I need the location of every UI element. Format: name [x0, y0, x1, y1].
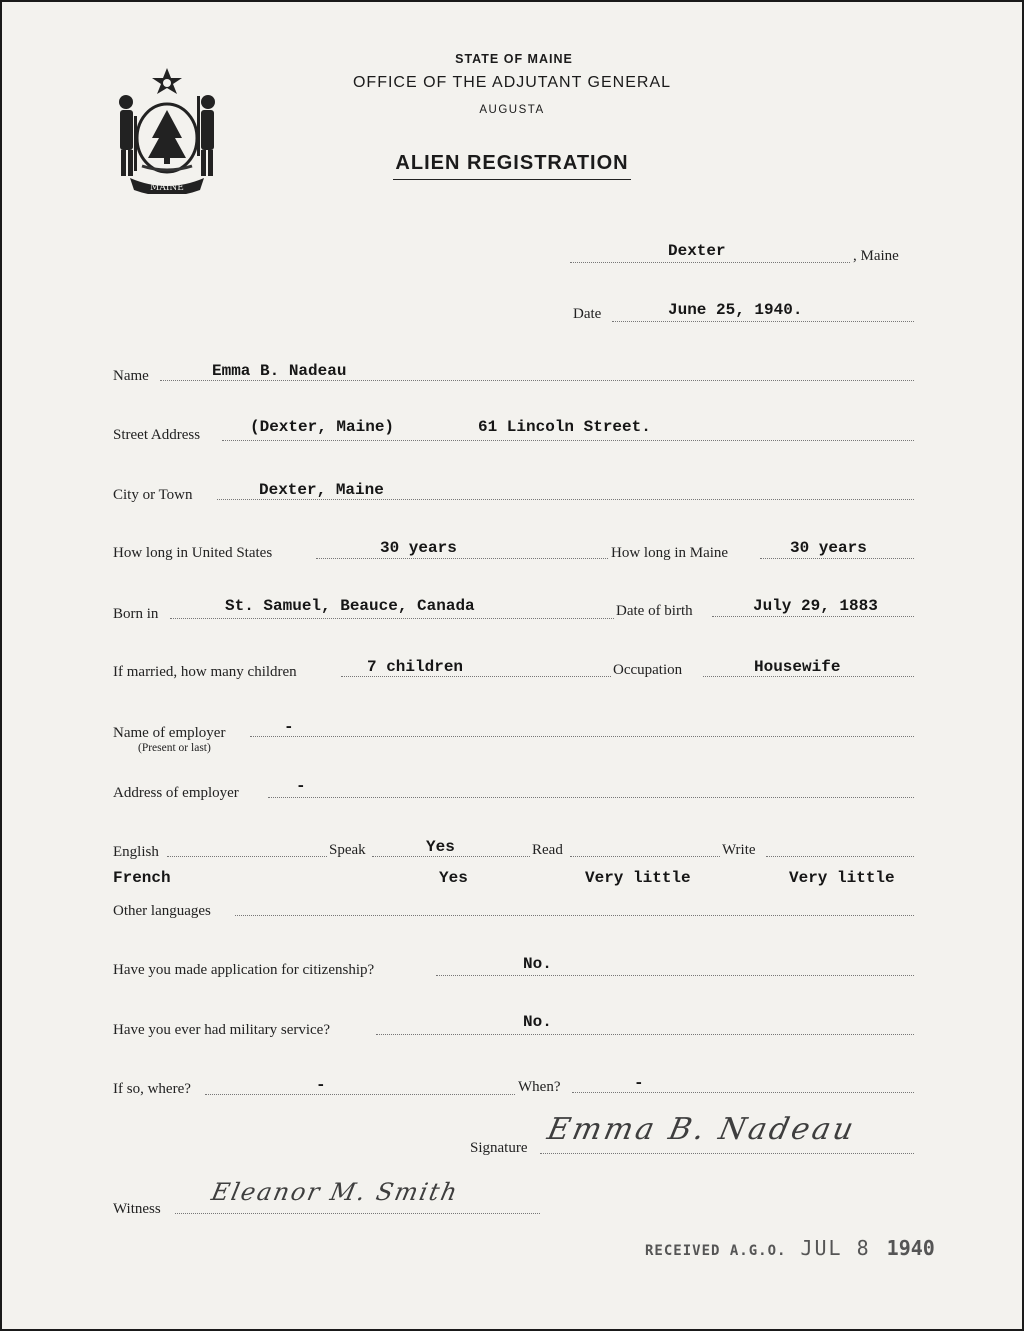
citizenship-label: Have you made application for citizenship? — [113, 962, 375, 978]
witness-signature-handwritten: Eleanor M. Smith — [209, 1178, 462, 1206]
born-value: St. Samuel, Beauce, Canada — [225, 597, 475, 615]
street-line — [222, 440, 914, 441]
dob-line — [712, 616, 914, 617]
born-label: Born in — [113, 606, 159, 622]
military-value: No. — [523, 1013, 552, 1031]
stamp-month-day: JUL 8 — [800, 1236, 871, 1260]
occupation-label: Occupation — [613, 662, 683, 678]
when-value: - — [634, 1074, 644, 1092]
street-value: 61 Lincoln Street. — [478, 418, 651, 436]
signature-line — [540, 1153, 914, 1154]
us-years-line — [316, 558, 608, 559]
header-city: AUGUSTA — [479, 104, 545, 116]
occupation-value: Housewife — [754, 658, 841, 676]
street-label: Street Address — [113, 427, 201, 443]
city-label: City or Town — [113, 487, 193, 503]
english-read-label: Read — [532, 842, 563, 858]
english-speak-value: Yes — [426, 838, 455, 856]
military-line — [376, 1034, 914, 1035]
other-languages-label: Other languages — [113, 903, 211, 919]
children-line — [341, 676, 611, 677]
svg-text:MAINE: MAINE — [150, 183, 184, 193]
english-line-4 — [766, 856, 914, 857]
header-office: OFFICE OF THE ADJUTANT GENERAL — [352, 74, 672, 91]
employer-note: (Present or last) — [138, 742, 211, 754]
other-speak-value: Yes — [439, 869, 468, 887]
employer-address-line — [268, 797, 914, 798]
english-label: English — [113, 844, 159, 860]
english-line-2 — [372, 856, 530, 857]
stamp-year: 1940 — [886, 1236, 935, 1260]
witness-label: Witness — [113, 1201, 161, 1217]
city-value: Dexter, Maine — [259, 481, 384, 499]
employer-value: - — [284, 718, 294, 736]
street-value-prefix: (Dexter, Maine) — [250, 418, 395, 436]
citizenship-value: No. — [523, 955, 552, 973]
dob-label: Date of birth — [616, 603, 693, 619]
us-years-value: 30 years — [380, 539, 457, 557]
other-read-value: Very little — [585, 869, 691, 887]
other-languages-line — [235, 915, 914, 916]
signature-handwritten: Emma B. Nadeau — [544, 1112, 860, 1147]
maine-years-label: How long in Maine — [611, 545, 729, 561]
english-speak-label: Speak — [329, 842, 366, 858]
where-line — [205, 1094, 515, 1095]
children-label: If married, how many children — [113, 664, 297, 680]
english-line-3 — [570, 856, 720, 857]
name-line — [160, 380, 914, 381]
employer-address-value: - — [296, 777, 306, 795]
employer-line — [250, 736, 914, 737]
name-value: Emma B. Nadeau — [212, 362, 347, 380]
received-stamp — [645, 1236, 935, 1260]
maine-years-value: 30 years — [790, 539, 867, 557]
occupation-line — [703, 676, 914, 677]
date-line — [612, 321, 914, 322]
form-title-text: ALIEN REGISTRATION — [393, 152, 630, 180]
witness-line — [175, 1213, 540, 1214]
name-label: Name — [113, 368, 149, 384]
date-value: June 25, 1940. — [668, 301, 803, 319]
other-write-value: Very little — [789, 869, 895, 887]
stamp-text: RECEIVED A.G.O. — [645, 1243, 787, 1259]
place-line — [570, 262, 850, 263]
form-title — [0, 152, 1024, 180]
employer-address-label: Address of employer — [113, 785, 239, 801]
header-state: STATE OF MAINE — [455, 52, 573, 66]
signature-label: Signature — [470, 1140, 528, 1156]
us-years-label: How long in United States — [113, 545, 273, 561]
other-language-value: French — [113, 869, 171, 887]
citizenship-line — [436, 975, 914, 976]
place-value: Dexter — [668, 242, 726, 260]
place-label: , Maine — [853, 248, 899, 264]
where-value: - — [316, 1076, 326, 1094]
children-value: 7 children — [367, 658, 464, 676]
dob-value: July 29, 1883 — [753, 597, 878, 615]
employer-label: Name of employer — [113, 725, 226, 741]
english-line-1 — [167, 856, 327, 857]
maine-years-line — [760, 558, 914, 559]
where-label: If so, where? — [113, 1081, 191, 1097]
born-line — [170, 618, 614, 619]
city-line — [217, 499, 914, 500]
military-label: Have you ever had military service? — [113, 1022, 330, 1038]
date-label: Date — [573, 306, 602, 322]
when-line — [572, 1092, 914, 1093]
english-write-label: Write — [722, 842, 756, 858]
when-label: When? — [518, 1079, 561, 1095]
